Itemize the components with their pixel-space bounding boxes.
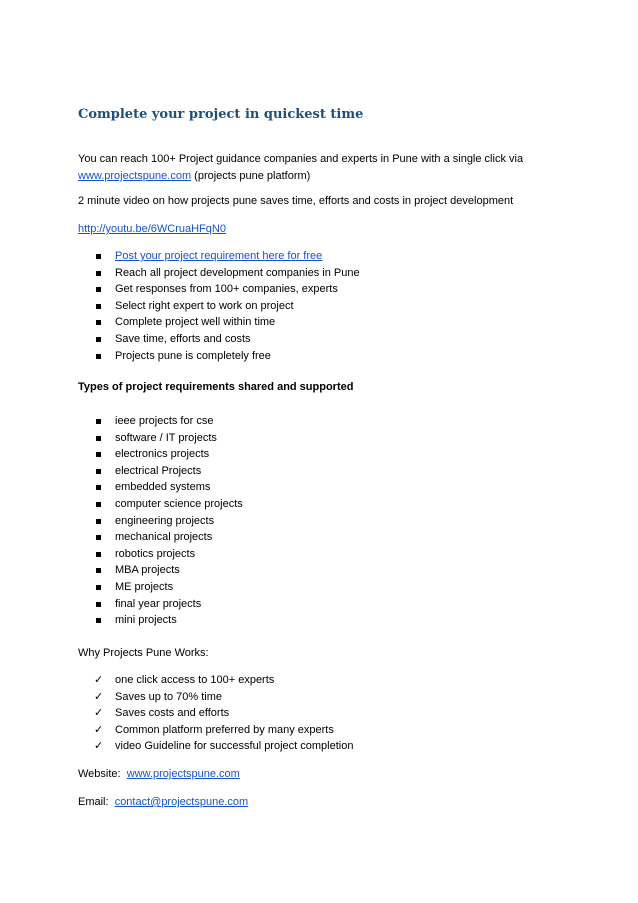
list-item <box>96 265 360 282</box>
list-item-text: ieee projects for cse <box>115 415 214 427</box>
list-item <box>96 413 243 430</box>
square-bullet-icon <box>96 287 101 292</box>
square-bullet-icon <box>96 485 101 490</box>
list-item <box>96 513 243 530</box>
square-bullet-icon <box>96 304 101 309</box>
intro-suffix: (projects pune platform) <box>191 170 311 182</box>
list-item-text: Reach all project development companies in Pune <box>115 266 360 279</box>
list-item-text: Projects pune is completely free <box>115 349 271 362</box>
checkmark-icon: ✓ <box>94 689 104 703</box>
list-item-text: Saves costs and efforts <box>115 707 230 720</box>
types-heading: Types of project requirements shared and supported <box>78 381 354 393</box>
list-item <box>96 546 243 563</box>
square-bullet-icon <box>96 585 101 590</box>
list-item <box>96 281 360 298</box>
list-item <box>96 689 353 706</box>
square-bullet-icon <box>96 618 101 623</box>
intro-text: You can reach 100+ Project guidance companies and experts in Pune with a single click via <box>78 153 524 165</box>
square-bullet-icon <box>96 469 101 474</box>
square-bullet-icon <box>96 535 101 540</box>
list-item <box>96 529 243 546</box>
list-item <box>96 430 243 447</box>
square-bullet-icon <box>96 452 101 457</box>
list-item-text: Save time, efforts and costs <box>115 332 251 345</box>
list-item <box>96 496 243 513</box>
list-item <box>96 612 243 629</box>
website-line <box>78 766 240 783</box>
list-item <box>96 348 360 365</box>
email-link[interactable]: contact@projectspune.com <box>114 796 249 808</box>
square-bullet-icon <box>96 436 101 441</box>
list-item <box>96 331 360 348</box>
intro-paragraph <box>78 151 523 185</box>
list-item-text: electronics projects <box>115 448 210 461</box>
square-bullet-icon <box>96 519 101 524</box>
list-item-text: robotics projects <box>115 547 196 560</box>
list-item <box>96 705 353 722</box>
list-item-text: computer science projects <box>115 497 243 510</box>
square-bullet-icon <box>96 354 101 359</box>
post-requirement-link[interactable]: Post your project requirement here for free <box>115 250 323 262</box>
why-list <box>96 672 353 755</box>
square-bullet-icon <box>96 419 101 424</box>
checkmark-icon: ✓ <box>94 673 104 686</box>
video-paragraph <box>78 221 226 238</box>
square-bullet-icon <box>96 552 101 557</box>
list-item <box>96 479 243 496</box>
list-item-text: embedded systems <box>115 481 211 494</box>
list-item-text: Saves up to 70% time <box>115 690 223 703</box>
why-heading: Why Projects Pune Works: <box>78 647 209 659</box>
checkmark-icon: ✓ <box>94 706 104 720</box>
intro-website-link[interactable]: www.projectspune.com <box>78 170 192 182</box>
benefits-list <box>96 248 360 364</box>
list-item-text: Common platform preferred by many experts <box>115 723 334 736</box>
square-bullet-icon <box>96 568 101 573</box>
square-bullet-icon <box>96 254 101 259</box>
square-bullet-icon <box>96 320 101 325</box>
square-bullet-icon <box>96 337 101 342</box>
list-item <box>96 579 243 596</box>
square-bullet-icon <box>96 502 101 507</box>
checkmark-icon: ✓ <box>94 722 104 736</box>
list-item-text: software / IT projects <box>115 431 217 444</box>
email-label: Email: <box>78 796 109 808</box>
list-item <box>96 738 353 755</box>
video-link[interactable]: http://youtu.be/6WCruaHFqN0 <box>78 223 226 235</box>
list-item <box>96 314 360 331</box>
list-item <box>96 248 360 265</box>
list-item-text: Select right expert to work on project <box>115 299 294 312</box>
list-item <box>96 298 360 315</box>
square-bullet-icon <box>96 602 101 607</box>
list-item-text: engineering projects <box>115 514 215 527</box>
page-title: Complete your project in quickest time <box>78 107 364 122</box>
list-item <box>96 596 243 613</box>
list-item-text: Get responses from 100+ companies, experts <box>115 283 338 296</box>
list-item <box>96 446 243 463</box>
website-label: Website: <box>78 768 121 780</box>
types-list <box>96 413 243 629</box>
list-item <box>96 562 243 579</box>
list-item-text: one click access to 100+ experts <box>115 674 275 686</box>
list-item-text: ME projects <box>115 580 174 593</box>
website-link[interactable]: www.projectspune.com <box>126 768 240 780</box>
list-item-text: final year projects <box>115 597 202 610</box>
video-description: 2 minute video on how projects pune saves time, efforts and costs in project development <box>78 195 514 207</box>
email-line <box>78 794 248 811</box>
list-item-text: mini projects <box>115 614 177 627</box>
list-item-text: video Guideline for successful project completion <box>115 740 354 753</box>
list-item <box>96 463 243 480</box>
list-item-text: MBA projects <box>115 564 180 577</box>
list-item-text: electrical Projects <box>115 464 202 477</box>
square-bullet-icon <box>96 271 101 276</box>
list-item <box>96 722 353 739</box>
list-item <box>96 672 353 689</box>
checkmark-icon: ✓ <box>94 739 104 753</box>
list-item-text: mechanical projects <box>115 531 213 544</box>
list-item-text: Complete project well within time <box>115 316 276 329</box>
